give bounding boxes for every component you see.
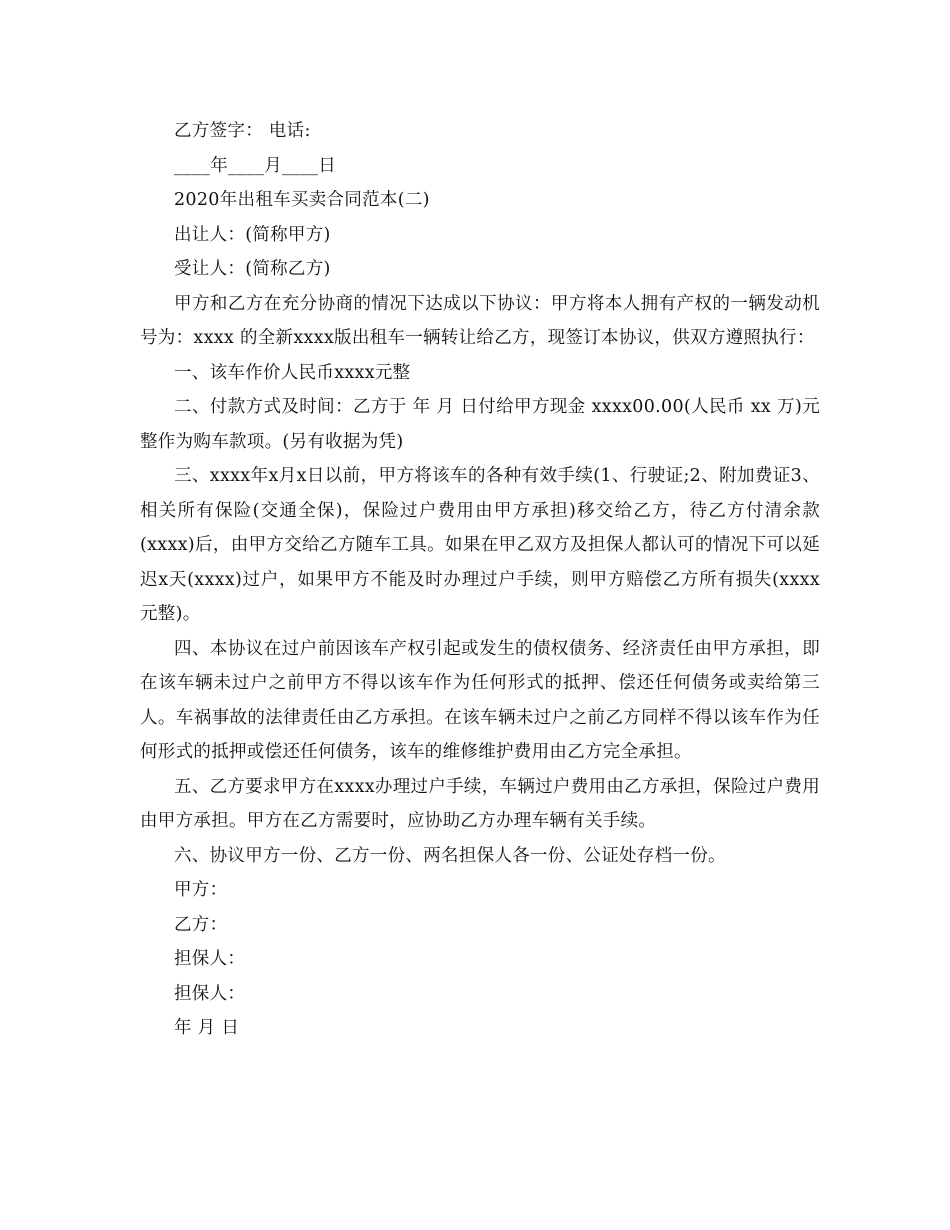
clause-6: 六、协议甲方一份、乙方一份、两名担保人各一份、公证处存档一份。: [174, 845, 726, 866]
transferor-line: 出让人：(简称甲方): [174, 224, 331, 245]
closing-date-line: 年 月 日: [174, 1018, 240, 1038]
date-blank-line: ____年____月____日: [174, 155, 336, 176]
guarantor-2-signature: 担保人：: [174, 983, 246, 1004]
clause-3: 三、xxxx年x月x日以前，甲方将该车的各种有效手续(1、行驶证;2、附加费证3、相关所有保险(交通全保)，保险过户费用由甲方承担)移交给乙方，待乙方付清余款(xxxx)后，由甲方交给乙方随车工具。如果在甲乙双方及担保人都认可的情况下可以延迟x天(xxxx)过户，如果甲方不能及时办理过户手续，则甲方赔偿乙方所有损失(xxxx元整)。: [140, 466, 820, 624]
transferee-line: 受让人：(简称乙方): [174, 259, 331, 279]
clause-1: 一、该车作价人民币xxxx元整: [174, 362, 411, 383]
clause-5: 五、乙方要求甲方在xxxx办理过户手续，车辆过户费用由乙方承担，保险过户费用由甲方承担。甲方在乙方需要时，应协助乙方办理车辆有关手续。: [140, 776, 820, 831]
contract-title: 2020年出租车买卖合同范本(二): [174, 190, 430, 210]
signature-line: 乙方签字： 电话:: [174, 121, 311, 141]
clause-2: 二、付款方式及时间：乙方于 年 月 日付给甲方现金 xxxx00.00(人民币 xx 万)元整作为购车款项。(另有收据为凭): [140, 397, 820, 452]
party-a-signature: 甲方：: [174, 880, 228, 900]
party-b-signature: 乙方：: [174, 914, 228, 935]
guarantor-1-signature: 担保人：: [174, 949, 246, 969]
intro-paragraph: 甲方和乙方在充分协商的情况下达成以下协议：甲方将本人拥有产权的一辆发动机号为：xxxx 的全新xxxx版出租车一辆转让给乙方，现签订本协议，供双方遵照执行：: [140, 293, 820, 348]
document-body: [140, 114, 820, 1046]
clause-4: 四、本协议在过户前因该车产权引起或发生的债权债务、经济责任由甲方承担，即在该车辆未过户之前甲方不得以该车作为任何形式的抵押、偿还任何债务或卖给第三人。车祸事故的法律责任由乙方承担。在该车辆未过户之前乙方同样不得以该车作为任何形式的抵押或偿还任何债务，该车的维修维护费用由乙方完全承担。: [140, 638, 820, 762]
